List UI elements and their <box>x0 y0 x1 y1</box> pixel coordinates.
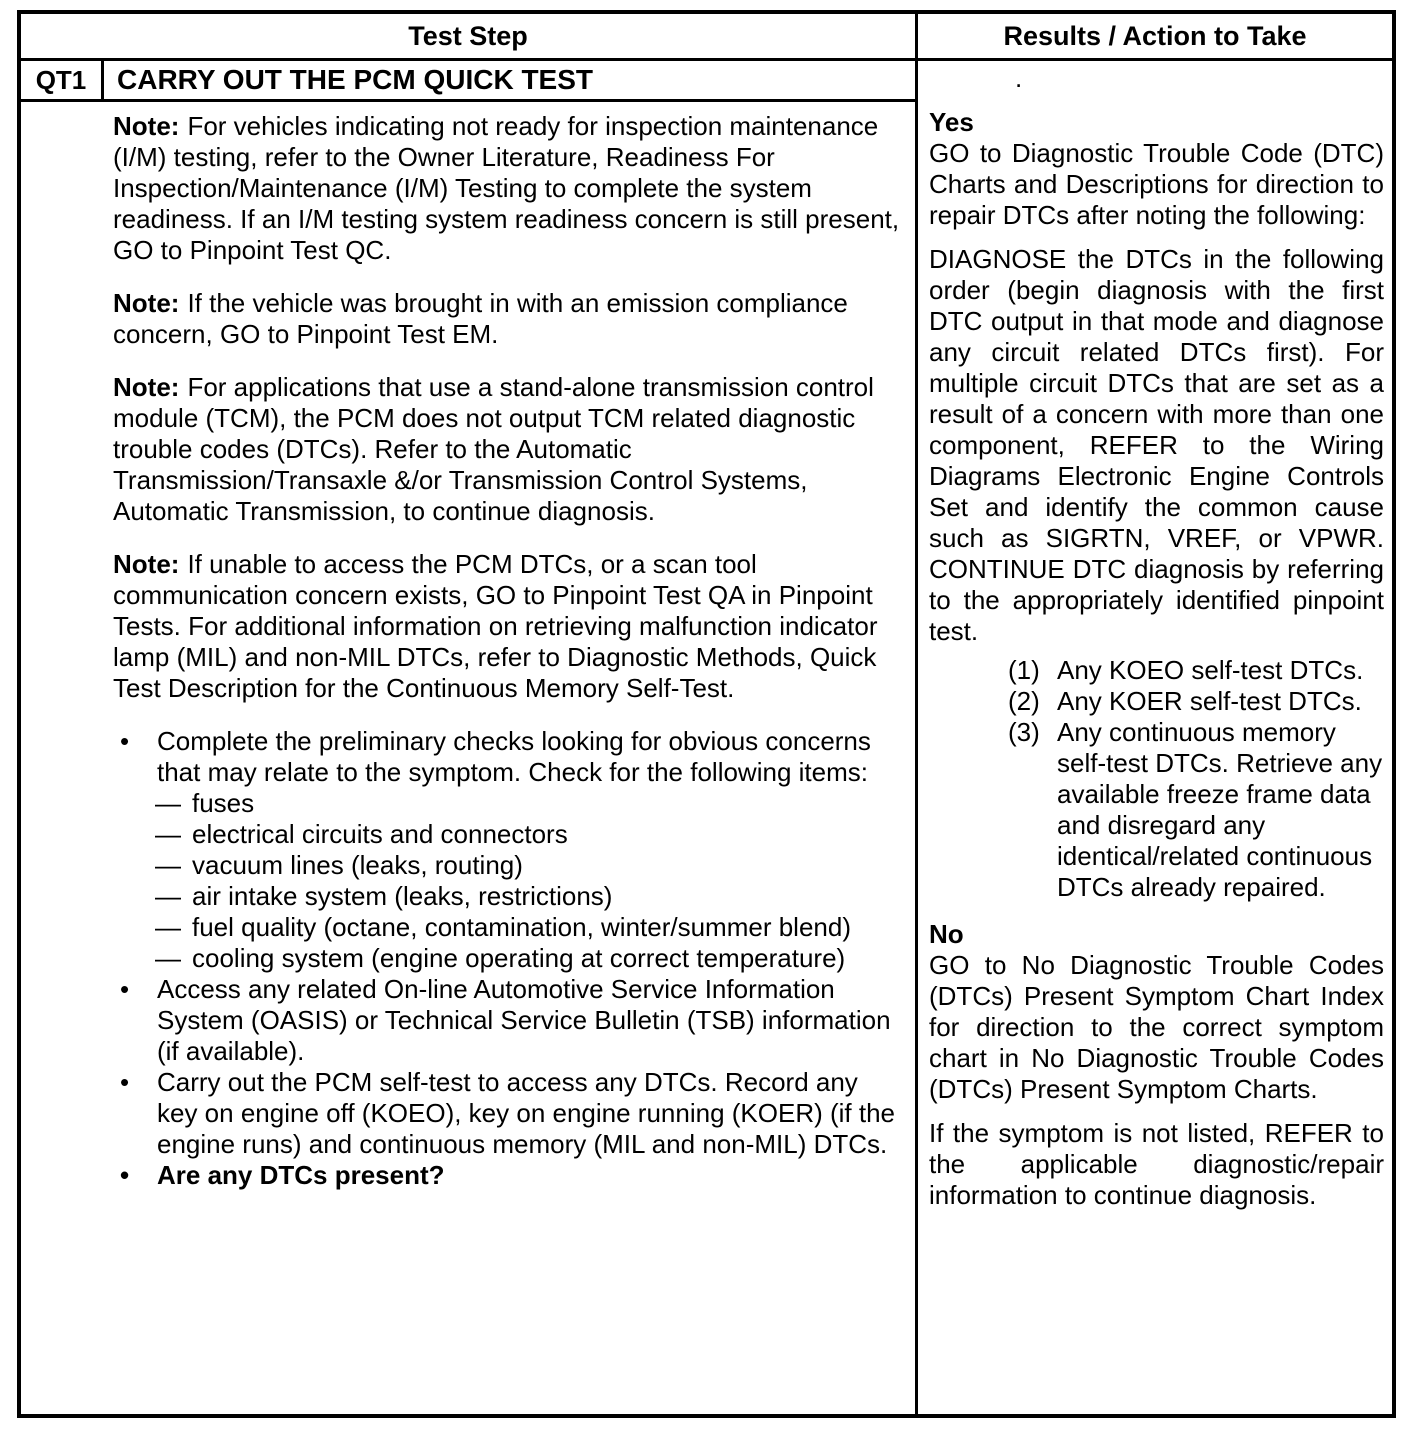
checklist-item <box>155 881 903 912</box>
checklist-text: fuses <box>192 788 255 818</box>
numbered-item <box>1008 717 1384 903</box>
stray-dot: . <box>1015 63 1023 93</box>
dash-marker-icon: — <box>155 912 181 942</box>
item-number: (3) <box>1008 717 1040 747</box>
checklist-item <box>155 788 903 819</box>
result-no-label: No <box>929 919 964 949</box>
dash-marker-icon: — <box>155 881 181 911</box>
checklist-text: fuel quality (octane, contamination, winter/summer blend) <box>192 912 851 942</box>
step-title-row <box>21 61 915 102</box>
bullet-marker-icon: • <box>120 1067 130 1097</box>
note-label: Note: <box>113 372 180 402</box>
checklist-text: air intake system (leaks, restrictions) <box>192 881 613 911</box>
header-test-step: Test Step <box>21 14 918 58</box>
bullet-text: Carry out the PCM self-test to access any DTCs. Record any key on engine off (KOEO), key on engine running (KOER) (if the engine runs) and continuous memory (MIL and non-MIL) DTCs. <box>157 1067 896 1159</box>
result-yes-label: Yes <box>929 107 974 137</box>
bullet-marker-icon: • <box>120 726 130 756</box>
test-step-column <box>21 61 918 1414</box>
item-text: Any KOER self-test DTCs. <box>1057 686 1362 716</box>
note-text: For applications that use a stand-alone transmission control module (TCM), the PCM does not output TCM related diagnostic trouble codes (DTCs). Refer to the Automatic Transmission/Transaxle &/or Transmission Control Systems, Automatic Transmission, to continue diagnosis. <box>113 372 874 526</box>
item-number: (1) <box>1008 655 1040 685</box>
checklist-item <box>155 943 903 974</box>
result-paragraph: GO to Diagnostic Trouble Code (DTC) Charts and Descriptions for direction to repair DTCs after noting the following: <box>929 138 1384 230</box>
note-text: If unable to access the PCM DTCs, or a scan tool communication concern exists, GO to Pinpoint Test QA in Pinpoint Tests. For additional information on retrieving malfunction indicator lamp (MIL) and non-MIL DTCs, refer to Diagnostic Methods, Quick Test Description for the Continuous Memory Self-Test. <box>113 549 878 703</box>
bullet-item <box>113 726 903 788</box>
checklist-item <box>155 850 903 881</box>
note-label: Note: <box>113 549 180 579</box>
numbered-item <box>1008 686 1384 717</box>
header-results-action: Results / Action to Take <box>1003 20 1307 51</box>
bullet-text: Access any related On-line Automotive Service Information System (OASIS) or Technical Service Bulletin (TSB) information (if available). <box>157 974 891 1066</box>
result-paragraph: DIAGNOSE the DTCs in the following order (begin diagnosis with the first DTC output in that mode and diagnose any circuit related DTCs first). For multiple circuit DTCs that are set as a result of a concern with more than one component, REFER to the Wiring Diagrams Electronic Engine Controls Set and identify the common cause such as SIGRTN, VREF, or VPWR. CONTINUE DTC diagnosis by referring to the appropriately identified pinpoint test. <box>929 244 1384 646</box>
item-number: (2) <box>1008 686 1040 716</box>
dash-marker-icon: — <box>155 943 181 973</box>
dash-marker-icon: — <box>155 819 181 849</box>
bullet-item <box>113 974 903 1067</box>
dash-marker-icon: — <box>155 850 181 880</box>
bullet-item <box>113 1067 903 1160</box>
checklist-text: cooling system (engine operating at correct temperature) <box>192 943 846 973</box>
table-body-row <box>21 61 1392 1414</box>
result-paragraph: If the symptom is not listed, REFER to the applicable diagnostic/repair information to continue diagnosis. <box>929 1118 1384 1210</box>
checklist-item <box>155 912 903 943</box>
note-label: Note: <box>113 288 180 318</box>
step-title: CARRY OUT THE PCM QUICK TEST <box>117 64 594 95</box>
note-paragraph <box>113 372 903 527</box>
note-label: Note: <box>113 111 180 141</box>
diagnostic-table <box>17 10 1396 1418</box>
test-step-content <box>21 102 915 1414</box>
item-text: Any KOEO self-test DTCs. <box>1057 655 1364 685</box>
bullet-marker-icon: • <box>120 974 130 1004</box>
checklist-text: vacuum lines (leaks, routing) <box>192 850 523 880</box>
item-text: Any continuous memory self-test DTCs. Retrieve any available freeze frame data and disregard any identical/related continuous DTCs already repaired. <box>1057 717 1383 902</box>
bullet-text: Complete the preliminary checks looking for obvious concerns that may relate to the symptom. Check for the following items: <box>157 726 871 787</box>
note-paragraph <box>113 549 903 704</box>
bullet-question-text: Are any DTCs present? <box>157 1160 445 1190</box>
results-column <box>918 61 1392 1414</box>
checklist-text: electrical circuits and connectors <box>192 819 568 849</box>
note-text: For vehicles indicating not ready for inspection maintenance (I/M) testing, refer to the Owner Literature, Readiness For Inspection/Maintenance (I/M) Testing to complete the system readiness. If an I/M testing system readiness concern is still present, GO to Pinpoint Test QC. <box>113 111 900 265</box>
result-paragraph: GO to No Diagnostic Trouble Codes (DTCs) Present Symptom Chart Index for direction to the correct symptom chart in No Diagnostic Trouble Codes (DTCs) Present Symptom Charts. <box>929 950 1384 1104</box>
bullet-item-question <box>113 1160 903 1191</box>
numbered-item <box>1008 655 1384 686</box>
table-header-row <box>21 14 1392 61</box>
note-text: If the vehicle was brought in with an emission compliance concern, GO to Pinpoint Test EM. <box>113 288 848 349</box>
note-paragraph <box>113 111 903 266</box>
note-paragraph <box>113 288 903 350</box>
dash-marker-icon: — <box>155 788 181 818</box>
step-id: QT1 <box>21 61 104 99</box>
bullet-marker-icon: • <box>120 1160 130 1190</box>
checklist-item <box>155 819 903 850</box>
